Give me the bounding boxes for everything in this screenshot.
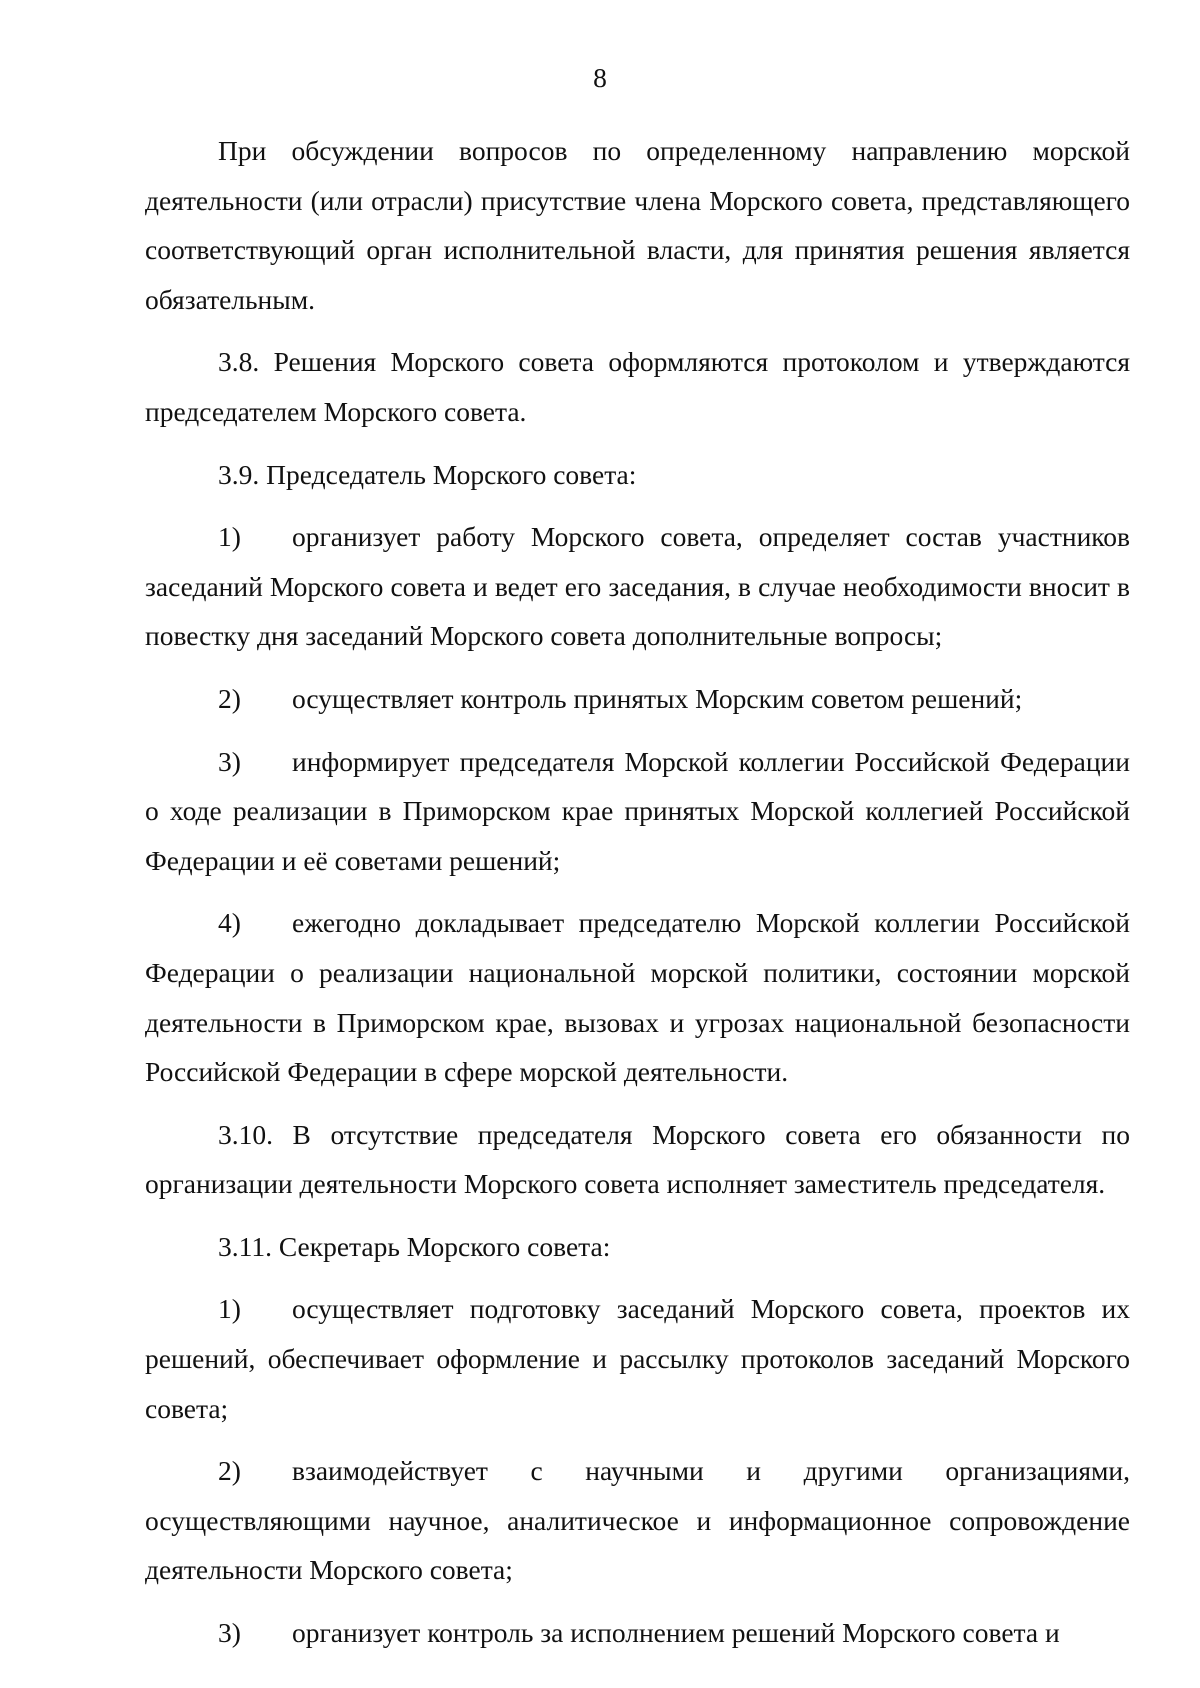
list-item-text: осуществляет подготовку заседаний Морского совета, проектов их решений, обеспечивает оформление и рассылку протоколов заседаний Морского совета;	[145, 1293, 1130, 1424]
list-item-text: взаимодействует с научными и другими организациями, осуществляющими научное, аналитическое и информационное сопровождение деятельности Морского совета;	[145, 1455, 1130, 1586]
list-item-number: 3)	[218, 745, 241, 777]
list-item-secretary-1	[145, 1284, 1130, 1433]
list-item-chair-2	[145, 674, 1130, 724]
list-item-secretary-2	[145, 1446, 1130, 1595]
list-item-text: осуществляет контроль принятых Морским советом решений;	[292, 682, 1023, 714]
list-item-chair-4	[145, 898, 1130, 1096]
paragraph-text: 3.8. Решения Морского совета оформляются протоколом и утверждаются председателем Морского совета.	[145, 346, 1130, 427]
list-item-text: организует контроль за исполнением решений Морского совета и	[292, 1617, 1060, 1649]
list-item-secretary-3	[145, 1608, 1130, 1658]
list-item-chair-1	[145, 512, 1130, 661]
list-item-number: 1)	[218, 521, 241, 553]
paragraph-text: 3.11. Секретарь Морского совета:	[218, 1230, 611, 1262]
list-item-number: 2)	[218, 1455, 241, 1487]
paragraph-3-8	[145, 337, 1130, 436]
list-item-number: 1)	[218, 1293, 241, 1325]
list-item-chair-3	[145, 737, 1130, 886]
list-item-number: 3)	[218, 1617, 241, 1649]
paragraph-3-9	[145, 450, 1130, 500]
list-item-number: 4)	[218, 907, 241, 939]
document-body	[145, 126, 1130, 1658]
list-item-number: 2)	[218, 682, 241, 714]
list-item-text: информирует председателя Морской коллегии Российской Федерации о ходе реализации в Приморском крае принятых Морской коллегией Российской Федерации и её советами решений;	[145, 745, 1130, 876]
list-item-text: ежегодно докладывает председателю Морской коллегии Российской Федерации о реализации национальной морской политики, состоянии морской деятельности в Приморском крае, вызовах и угрозах национальной безопасности Российской Федерации в сфере морской деятельности.	[145, 907, 1130, 1088]
paragraph-text: 3.10. В отсутствие председателя Морского совета его обязанности по организации деятельности Морского совета исполняет заместитель председателя.	[145, 1118, 1130, 1200]
list-item-text: организует работу Морского совета, определяет состав участников заседаний Морского совета и ведет его заседания, в случае необходимости вносит в повестку дня заседаний Морского совета дополнительные вопросы;	[145, 521, 1130, 652]
paragraph-3-11	[145, 1222, 1130, 1272]
paragraph-text: 3.9. Председатель Морского совета:	[218, 458, 637, 490]
paragraph-text: При обсуждении вопросов по определенному направлению морской деятельности (или отрасли) присутствие члена Морского совета, представляющего соответствующий орган исполнительной власти, для принятия решения является обязательным.	[145, 135, 1130, 315]
page-number: 8	[593, 62, 607, 93]
paragraph-3-10	[145, 1110, 1130, 1209]
paragraph-discussion-quorum	[145, 126, 1130, 324]
